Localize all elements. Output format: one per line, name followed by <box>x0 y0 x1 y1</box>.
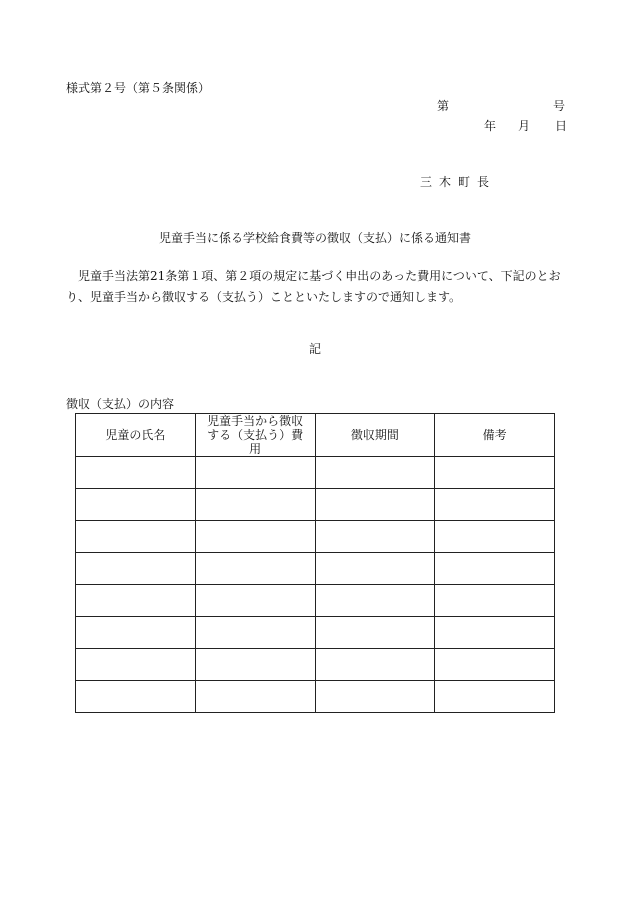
cost-cell[interactable] <box>195 649 315 681</box>
document-number-prefix: 第 <box>437 99 450 113</box>
remarks-cell[interactable] <box>435 457 555 489</box>
remarks-cell[interactable] <box>435 489 555 521</box>
remarks-cell[interactable] <box>435 585 555 617</box>
cost-cell[interactable] <box>195 617 315 649</box>
table-caption: 徴収（支払）の内容 <box>66 397 175 411</box>
period-cell[interactable] <box>315 617 435 649</box>
period-cell[interactable] <box>315 681 435 713</box>
cost-cell[interactable] <box>195 681 315 713</box>
header-cost-label: 児童手当から徴収する（支払う）費用 <box>207 414 304 456</box>
table-row <box>76 649 555 681</box>
date-year-label: 年 <box>484 119 497 133</box>
remarks-cell[interactable] <box>435 521 555 553</box>
period-cell[interactable] <box>315 585 435 617</box>
cost-cell[interactable] <box>195 521 315 553</box>
period-cell[interactable] <box>315 649 435 681</box>
child-name-cell[interactable] <box>76 617 196 649</box>
form-label: 様式第２号（第５条関係） <box>66 81 211 95</box>
child-name-cell[interactable] <box>76 521 196 553</box>
child-name-cell[interactable] <box>76 649 196 681</box>
header-period: 徴収期間 <box>315 414 435 457</box>
document-number-suffix: 号 <box>553 99 566 113</box>
table-row <box>76 681 555 713</box>
child-name-cell[interactable] <box>76 457 196 489</box>
remarks-cell[interactable] <box>435 553 555 585</box>
remarks-cell[interactable] <box>435 649 555 681</box>
period-cell[interactable] <box>315 553 435 585</box>
ki-heading: 記 <box>308 342 321 356</box>
fee-table <box>75 413 555 713</box>
header-remarks: 備考 <box>435 414 555 457</box>
table-row <box>76 553 555 585</box>
cost-cell[interactable] <box>195 457 315 489</box>
period-cell[interactable] <box>315 489 435 521</box>
issuer-name: 三木町長 <box>420 175 497 189</box>
table-row <box>76 521 555 553</box>
remarks-cell[interactable] <box>435 681 555 713</box>
period-cell[interactable] <box>315 457 435 489</box>
child-name-cell[interactable] <box>76 553 196 585</box>
cost-cell[interactable] <box>195 489 315 521</box>
table-row <box>76 585 555 617</box>
child-name-cell[interactable] <box>76 585 196 617</box>
child-name-cell[interactable] <box>76 489 196 521</box>
table-row <box>76 617 555 649</box>
table-header-row <box>76 414 555 457</box>
cost-cell[interactable] <box>195 553 315 585</box>
table-row <box>76 457 555 489</box>
header-child-name: 児童の氏名 <box>76 414 196 457</box>
child-name-cell[interactable] <box>76 681 196 713</box>
date-month-label: 月 <box>518 119 531 133</box>
document-title: 児童手当に係る学校給食費等の徴収（支払）に係る通知書 <box>158 231 471 245</box>
table-row <box>76 489 555 521</box>
date-day-label: 日 <box>555 119 568 133</box>
cost-cell[interactable] <box>195 585 315 617</box>
period-cell[interactable] <box>315 521 435 553</box>
body-text: 児童手当法第21条第１項、第２項の規定に基づく申出のあった費用について、下記のとおり、児童手当から徴収する（支払う）ことといたしますので通知します。 <box>66 269 561 304</box>
header-cost <box>195 414 315 457</box>
remarks-cell[interactable] <box>435 617 555 649</box>
